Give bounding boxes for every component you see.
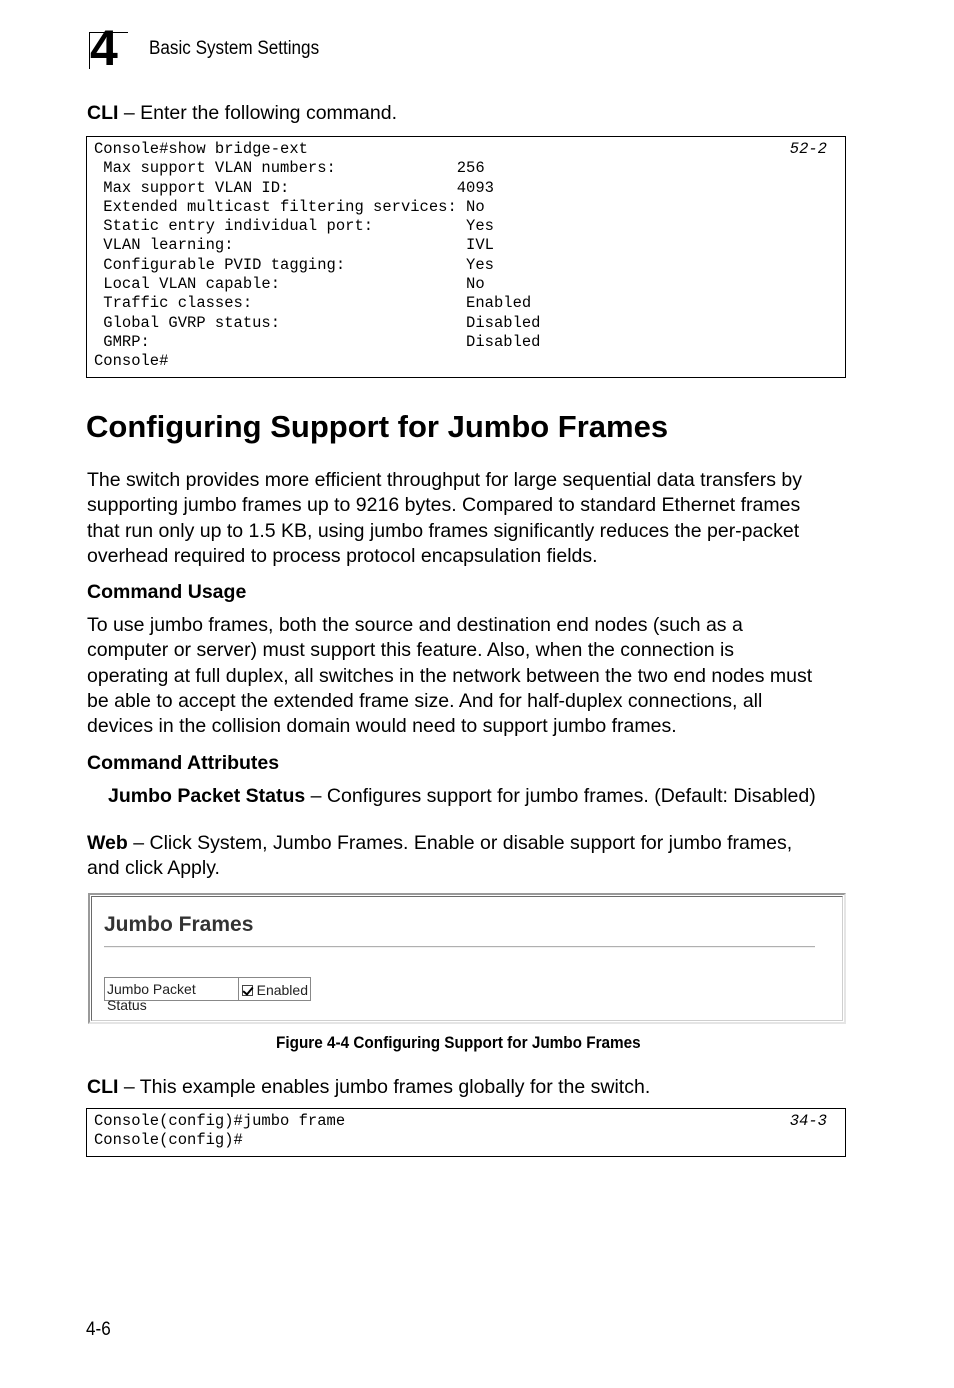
jumbo-packet-status-label: Jumbo Packet Status bbox=[104, 977, 239, 1001]
running-title: Basic System Settings bbox=[149, 38, 320, 59]
jumbo-packet-status-row bbox=[104, 977, 311, 1013]
command-reference: 34-3 bbox=[789, 1112, 827, 1130]
cli-label: CLI bbox=[87, 1076, 119, 1098]
chapter-number: 4 bbox=[90, 20, 118, 76]
code-line: Console(config)# bbox=[94, 1131, 243, 1150]
code-block-jumbo-frame bbox=[86, 1108, 846, 1157]
command-attributes-heading: Command Attributes bbox=[87, 752, 280, 774]
code-line: Traffic classes: Enabled bbox=[94, 294, 532, 313]
command-usage-heading: Command Usage bbox=[87, 581, 247, 603]
code-line: Local VLAN capable: No bbox=[94, 275, 485, 294]
code-line: Console# bbox=[94, 352, 169, 371]
code-line: VLAN learning: IVL bbox=[94, 236, 494, 255]
code-line: GMRP: Disabled bbox=[94, 332, 541, 351]
code-line: Extended multicast filtering services: No bbox=[94, 197, 485, 216]
cli-example-text: – This example enables jumbo frames globally for the switch. bbox=[118, 1076, 651, 1098]
code-line: Configurable PVID tagging: Yes bbox=[94, 255, 494, 274]
cli-intro bbox=[87, 101, 849, 126]
code-line: Console#show bridge-ext 52-2 bbox=[94, 140, 827, 158]
command-reference: 52-2 bbox=[789, 140, 827, 158]
cli-example bbox=[87, 1075, 849, 1100]
web-instructions: Web – Click System, Jumbo Frames. Enable or disable support for jumbo frames, and click Apply. bbox=[87, 832, 793, 880]
intro-paragraph: The switch provides more efficient throughput for large sequential data transfers by supporting jumbo frames up to 9216 bytes. Compared to standard Ethernet frames that run only up to 1.5 KB, using jumbo frames significantly reduces the per-packet overhead required to process protocol encapsulation fields. bbox=[87, 469, 803, 567]
web-label: Web bbox=[87, 832, 128, 854]
panel-divider bbox=[104, 946, 815, 948]
code-block-show-bridge-ext bbox=[86, 136, 846, 378]
attribute-item bbox=[108, 784, 858, 809]
attribute-description: – Configures support for jumbo frames. (Default: Disabled) bbox=[305, 785, 816, 807]
enabled-checkbox-label: Enabled bbox=[256, 982, 308, 998]
page-number: 4-6 bbox=[86, 1319, 111, 1340]
attribute-name: Jumbo Packet Status bbox=[108, 785, 306, 807]
command-usage-paragraph: To use jumbo frames, both the source and destination end nodes (such as a computer or server) must support this feature. Also, when the connection is operating at full duplex, all switches in the network between the two end nodes must be able to accept the extended frame size. And for half-duplex connections, all devices in the collision domain would need to support jumbo frames. bbox=[87, 614, 813, 738]
code-line: Global GVRP status: Disabled bbox=[94, 313, 541, 332]
panel-title: Jumbo Frames bbox=[104, 913, 254, 936]
enabled-checkbox[interactable] bbox=[242, 985, 253, 996]
jumbo-packet-status-cell[interactable] bbox=[239, 977, 311, 1001]
cli-label: CLI bbox=[87, 102, 119, 124]
section-title: Configuring Support for Jumbo Frames bbox=[86, 409, 669, 444]
code-line: Max support VLAN ID: 4093 bbox=[94, 178, 494, 197]
code-line: Max support VLAN numbers: 256 bbox=[94, 159, 485, 178]
figure-inner-frame bbox=[91, 896, 843, 1021]
code-line: Console(config)#jumbo frame 34-3 bbox=[94, 1112, 827, 1130]
figure-caption: Figure 4-4 Configuring Support for Jumbo Frames bbox=[276, 1033, 641, 1052]
cli-intro-text: – Enter the following command. bbox=[118, 102, 397, 124]
jumbo-frames-screenshot bbox=[88, 893, 846, 1024]
code-line: Static entry individual port: Yes bbox=[94, 217, 494, 236]
